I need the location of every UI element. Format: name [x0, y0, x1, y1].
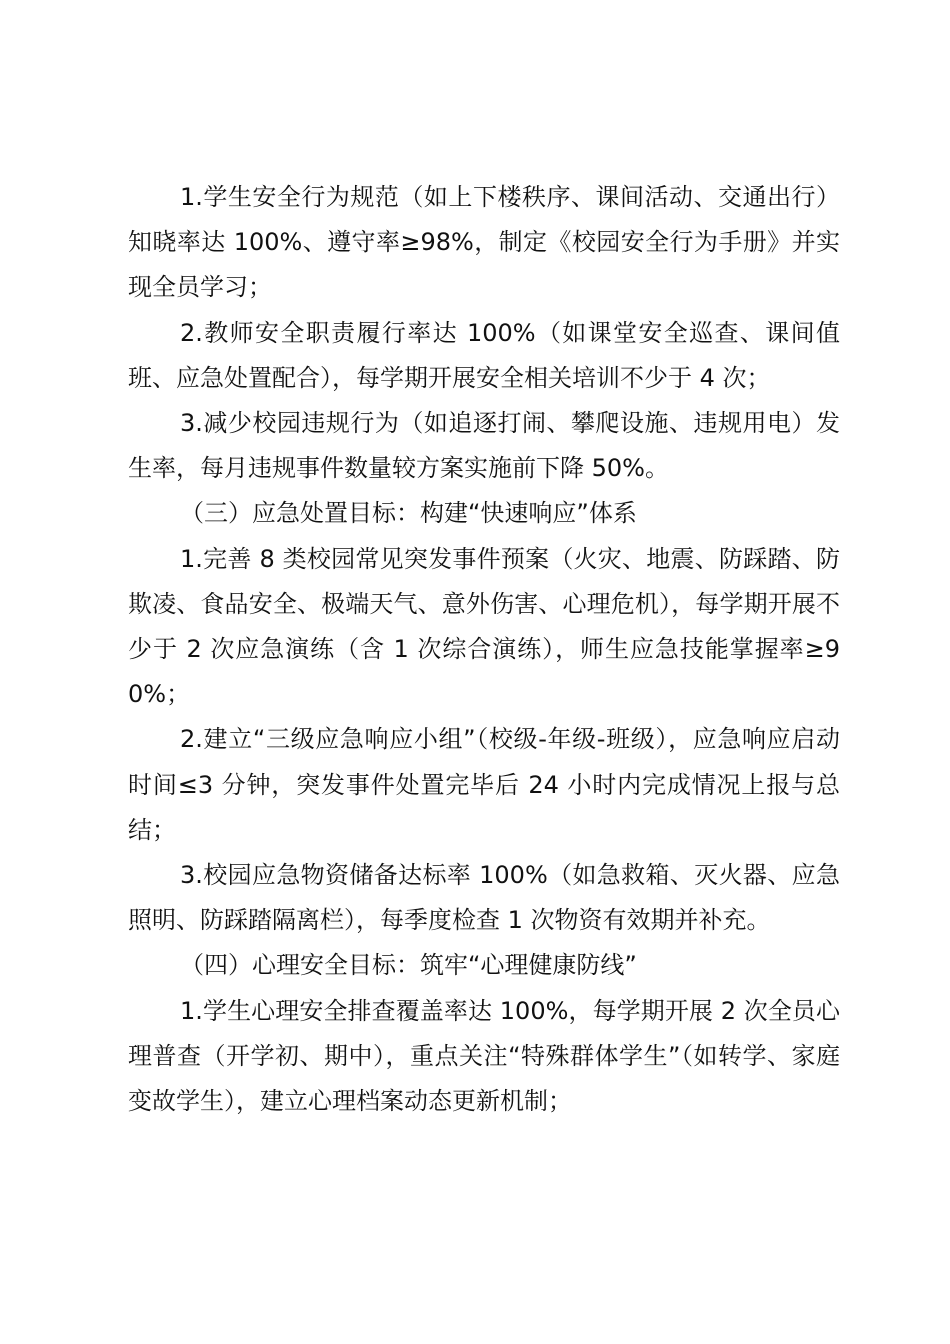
- paragraph-emergency-plans: 1.完善 8 类校园常见突发事件预案（火灾、地震、防踩踏、防欺凌、食品安全、极端天气、意外伤害、心理危机），每学期开展不少于 2 次应急演练（含 1 次综合演练），师生应急技能掌握率≥90%；: [128, 544, 840, 709]
- paragraph-teacher-duties: 2.教师安全职责履行率达 100%（如课堂安全巡查、课间值班、应急处置配合），每学期开展安全相关培训不少于 4 次；: [128, 318, 840, 392]
- paragraph-response-groups: 2.建立“三级应急响应小组”（校级-年级-班级），应急响应启动时间≤3 分钟，突发事件处置完毕后 24 小时内完成情况上报与总结；: [128, 725, 840, 844]
- section-heading-psychological: （四）心理安全目标：筑牢“心理健康防线”: [180, 951, 637, 980]
- paragraph-psych-screening: 1.学生心理安全排查覆盖率达 100%，每学期开展 2 次全员心理普查（开学初、期中），重点关注“特殊群体学生”（如转学、家庭变故学生），建立心理档案动态更新机制；: [128, 996, 840, 1116]
- document-body: [128, 175, 840, 1124]
- paragraph-emergency-supplies: 3.校园应急物资储备达标率 100%（如急救箱、灭火器、应急照明、防踩踏隔离栏），每季度检查 1 次物资有效期并补充。: [128, 861, 840, 935]
- section-heading-emergency: （三）应急处置目标：构建“快速响应”体系: [180, 499, 637, 528]
- paragraph-behavior-norms: 1.学生安全行为规范（如上下楼秩序、课间活动、交通出行）知晓率达 100%、遵守率≥98%，制定《校园安全行为手册》并实现全员学习；: [128, 183, 840, 302]
- paragraph-violation-reduction: 3.减少校园违规行为（如追逐打闹、攀爬设施、违规用电）发生率，每月违规事件数量较方案实施前下降 50%。: [128, 409, 840, 483]
